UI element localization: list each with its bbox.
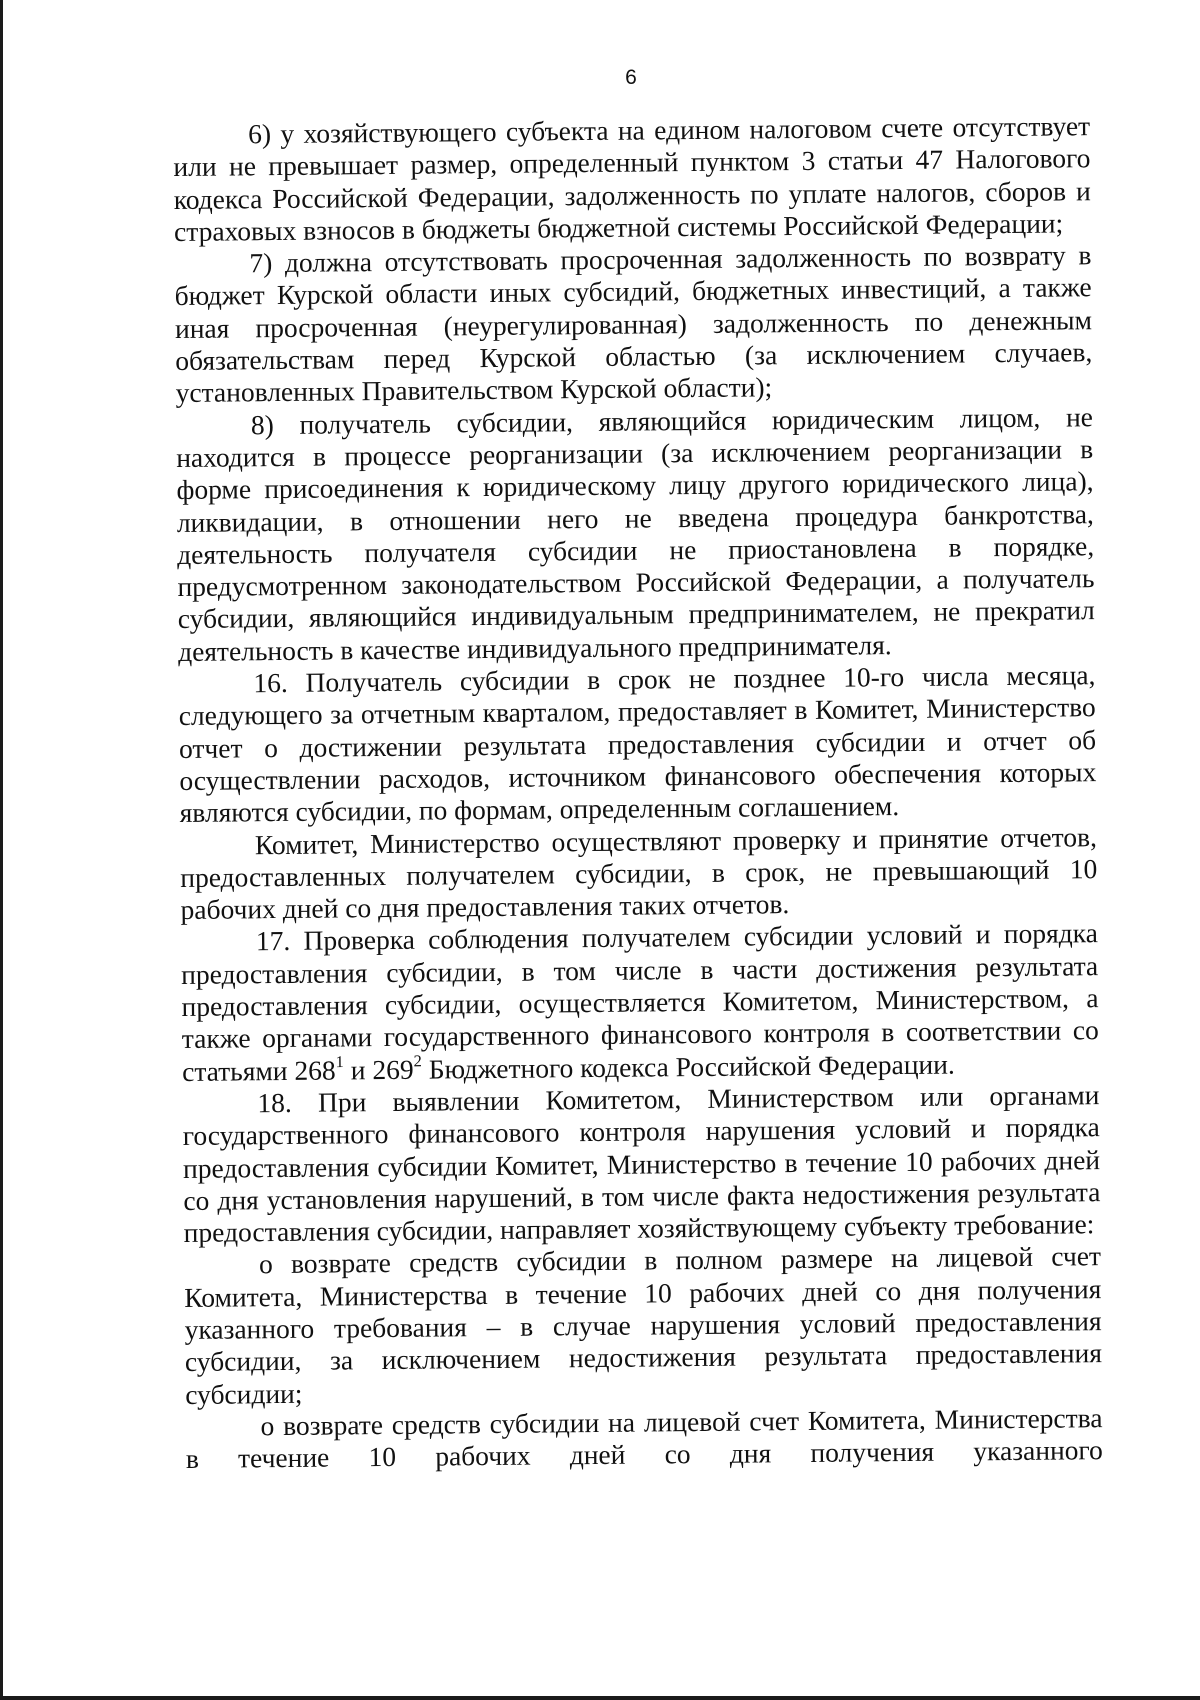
document-body [173, 110, 1103, 1475]
article-superscript-1: 1 [335, 1051, 344, 1071]
paragraph-clause-17 [181, 918, 1100, 1088]
article-superscript-2: 2 [413, 1050, 422, 1070]
paragraph-clause-18-full-refund: о возврате средств субсидии в полном размере на лицевой счет Комитета, Министерства в течение 10 рабочих дней со дня получения указанного требования – в случае нарушения условий предоставления субсидии, за исключением недостижения результата предоставления субсидии; [184, 1240, 1103, 1410]
clause-17-text-after: Бюджетного кодекса Российской Федерации. [421, 1048, 955, 1085]
scan-edge-left [0, 0, 3, 1700]
paragraph-item-7: 7) должна отсутствовать просроченная задолженность по возврату в бюджет Курской области иных субсидий, бюджетных инвестиций, а также иная просроченная (неурегулированная) задолженность по денежным обязательствам перед Курской областью (за исключением случаев, установленных Правительством Курской области); [174, 239, 1093, 409]
page-number: 6 [625, 66, 637, 89]
paragraph-clause-18-refund: о возврате средств субсидии на лицевой счет Комитета, Министерства в течение 10 рабочих дней со дня получения указанного [185, 1402, 1103, 1475]
clause-17-text-before: 17. Проверка соблюдения получателем субсидии условий и порядка предоставления субсидии, в том числе в части достижения результата предоставления субсидии, осуществляется Комитетом, Министерством, а также органами государственного финансового контроля в соответствии со статьями 268 [181, 917, 1099, 1087]
paragraph-clause-16-review: Комитет, Министерство осуществляют проверку и принятие отчетов, предоставленных получателем субсидии, в срок, не превышающий 10 рабочих дней со дня предоставления таких отчетов. [180, 820, 1098, 926]
paragraph-clause-18: 18. При выявлении Комитетом, Министерством или органами государственного финансового контроля нарушения условий и порядка предоставления субсидии Комитет, Министерство в течение 10 рабочих дней со дня установления нарушений, в том числе факта недостижения результата предоставления субсидии, направляет хозяйствующему субъекту требование: [182, 1079, 1101, 1249]
paragraph-clause-16: 16. Получатель субсидии в срок не позднее 10-го числа месяца, следующего за отчетным кварталом, предоставляет в Комитет, Министерство отчет о достижении результата предоставления субсидии и отчет об осуществлении расходов, источником финансового обеспечения которых являются субсидии, по формам, определенным соглашением. [178, 659, 1097, 829]
paragraph-item-8: 8) получатель субсидии, являющийся юридическим лицом, не находится в процессе реорганизации (за исключением реорганизации в форме присоединения к юридическому лицу другого юридического лица), ликвидации, в отношении него не введена процедура банкротства, деятельность получателя субсидии не приостановлена в порядке, предусмотренном законодательством Российской Федерации, а получатель субсидии, являющийся индивидуальным предпринимателем, не прекратил деятельность в качестве индивидуального предпринимателя. [176, 400, 1095, 667]
paragraph-item-6: 6) у хозяйствующего субъекта на едином налоговом счете отсутствует или не превышает размер, определенный пунктом 3 статьи 47 Налогового кодекса Российской Федерации, задолженность по уплате налогов, сборов и страховых взносов в бюджеты бюджетной системы Российской Федерации; [173, 110, 1091, 247]
scan-edge-bottom [0, 1696, 1200, 1700]
clause-17-text-mid: и 269 [343, 1053, 414, 1086]
